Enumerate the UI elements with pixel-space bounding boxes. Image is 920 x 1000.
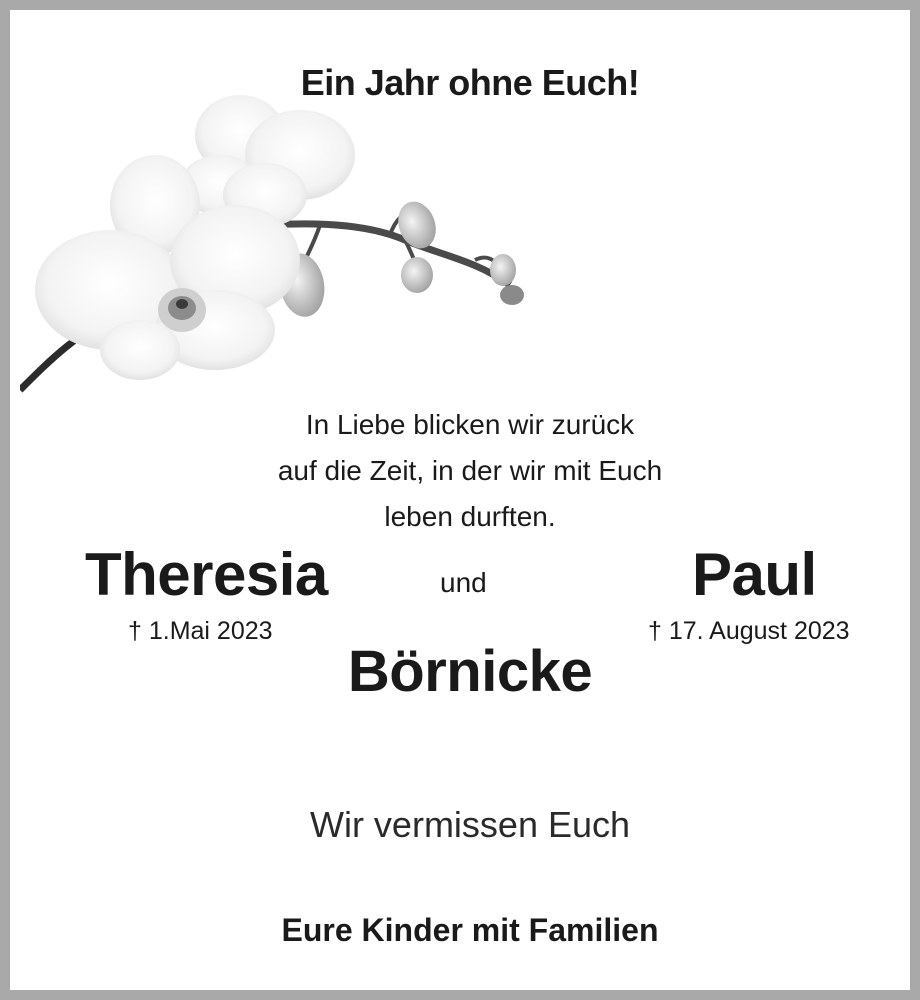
first-name-left: Theresia — [85, 541, 328, 608]
intro-line-1: In Liebe blicken wir zurück — [305, 409, 635, 440]
intro-line-2: auf die Zeit, in der wir mit Euch — [277, 455, 663, 486]
orchid-illustration — [20, 90, 540, 400]
upper-flower — [180, 95, 355, 227]
surname: Börnicke — [347, 639, 593, 704]
closing-text: Wir vermissen Euch — [309, 804, 631, 845]
intro-line-3: leben durften. — [384, 501, 556, 532]
death-date-right: † 17. August 2023 — [648, 617, 850, 645]
signature: Eure Kinder mit Familien — [281, 912, 659, 948]
headline: Ein Jahr ohne Euch! — [300, 62, 640, 103]
first-name-right: Paul — [692, 541, 817, 608]
death-date-left: † 1.Mai 2023 — [128, 617, 273, 645]
connector-text: und — [440, 567, 487, 598]
intro-text — [10, 402, 920, 540]
